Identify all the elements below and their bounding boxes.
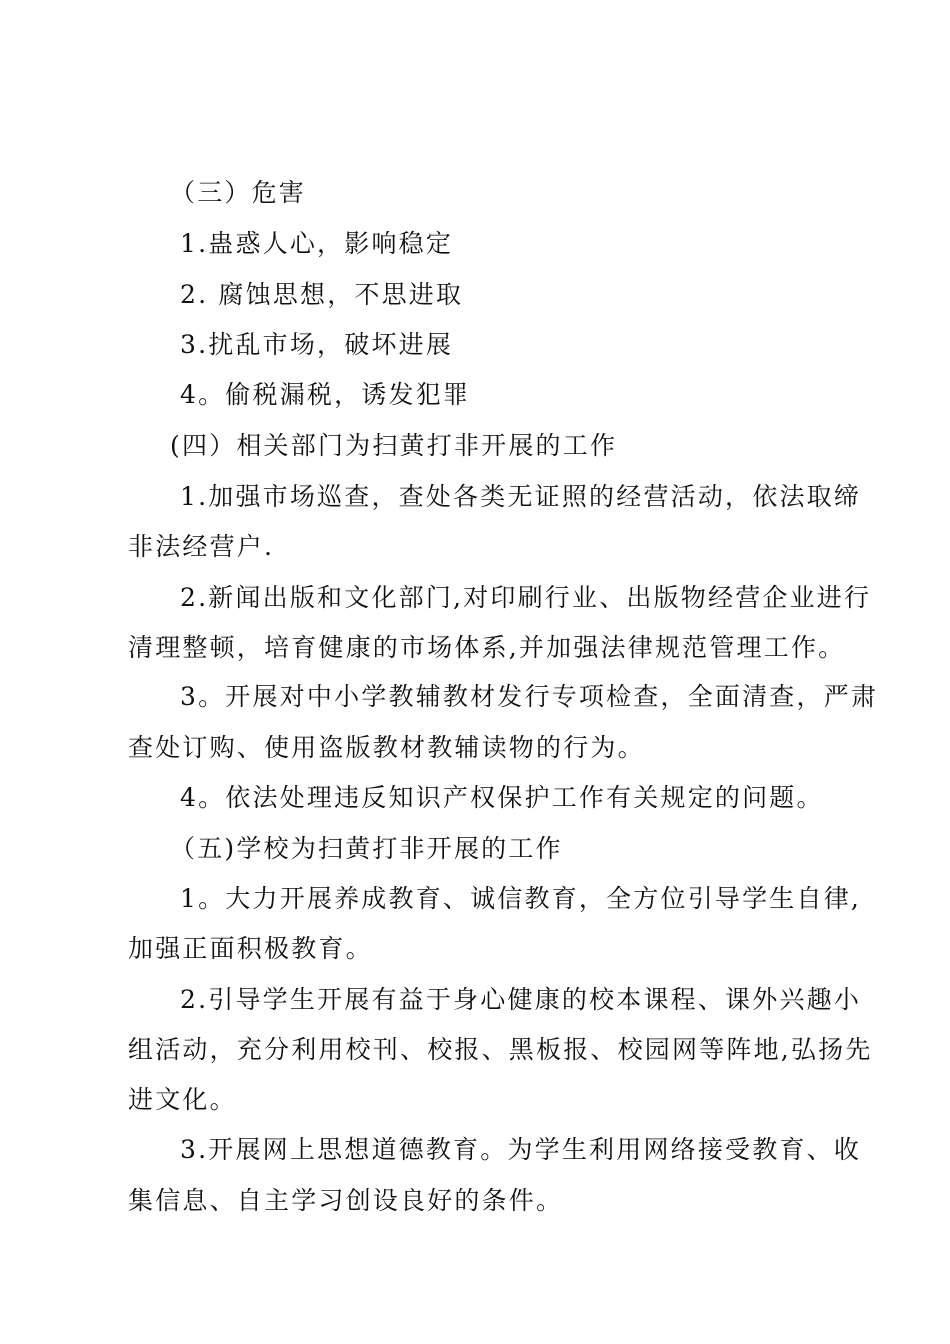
section4-item-2-line-1: 2.新闻出版和文化部门,对印刷行业、出版物经营企业进行 xyxy=(180,583,872,612)
section4-item-1-line-2: 非法经营户. xyxy=(128,532,275,561)
section5-heading: （五)学校为扫黄打非开展的工作 xyxy=(170,834,563,863)
section4-item-2-line-2: 清理整顿，培育健康的市场体系,并加强法律规范管理工作。 xyxy=(128,633,846,662)
section3-item-2: 2. 腐蚀思想，不思进取 xyxy=(180,280,464,309)
section4-item-3-line-1: 3。开展对中小学教辅教材发行专项检查，全面清查，严肃 xyxy=(180,682,879,711)
section5-item-1-line-2: 加强正面积极教育。 xyxy=(128,934,373,963)
section4-heading: (四）相关部门为扫黄打非开展的工作 xyxy=(170,431,618,460)
section3-heading: （三）危害 xyxy=(170,178,307,207)
section5-item-3-line-1: 3.开展网上思想道德教育。为学生利用网络接受教育、收 xyxy=(180,1135,862,1164)
section5-item-2-line-3: 进文化。 xyxy=(128,1085,237,1114)
section4-item-4-line-1: 4。依法处理违反知识产权保护工作有关规定的问题。 xyxy=(180,783,824,812)
section5-item-1-line-1: 1。大力开展养成教育、诚信教育，全方位引导学生自律, xyxy=(180,884,862,913)
section3-item-1: 1.蛊惑人心，影响稳定 xyxy=(180,229,454,258)
section4-item-1-line-1: 1.加强市场巡查，查处各类无证照的经营活动，依法取缔 xyxy=(180,482,862,511)
section3-item-4: 4。偷税漏税，诱发犯罪 xyxy=(180,380,471,409)
section5-item-3-line-2: 集信息、自主学习创设良好的条件。 xyxy=(128,1186,564,1215)
section5-item-2-line-1: 2.引导学生开展有益于身心健康的校本课程、课外兴趣小 xyxy=(180,985,862,1014)
section3-item-3: 3.扰乱市场，破坏进展 xyxy=(180,330,454,359)
section4-item-3-line-2: 查处订购、使用盗版教材教辅读物的行为。 xyxy=(128,733,645,762)
section5-item-2-line-2: 组活动，充分利用校刊、校报、黑板报、校园网等阵地,弘扬先 xyxy=(128,1035,873,1064)
